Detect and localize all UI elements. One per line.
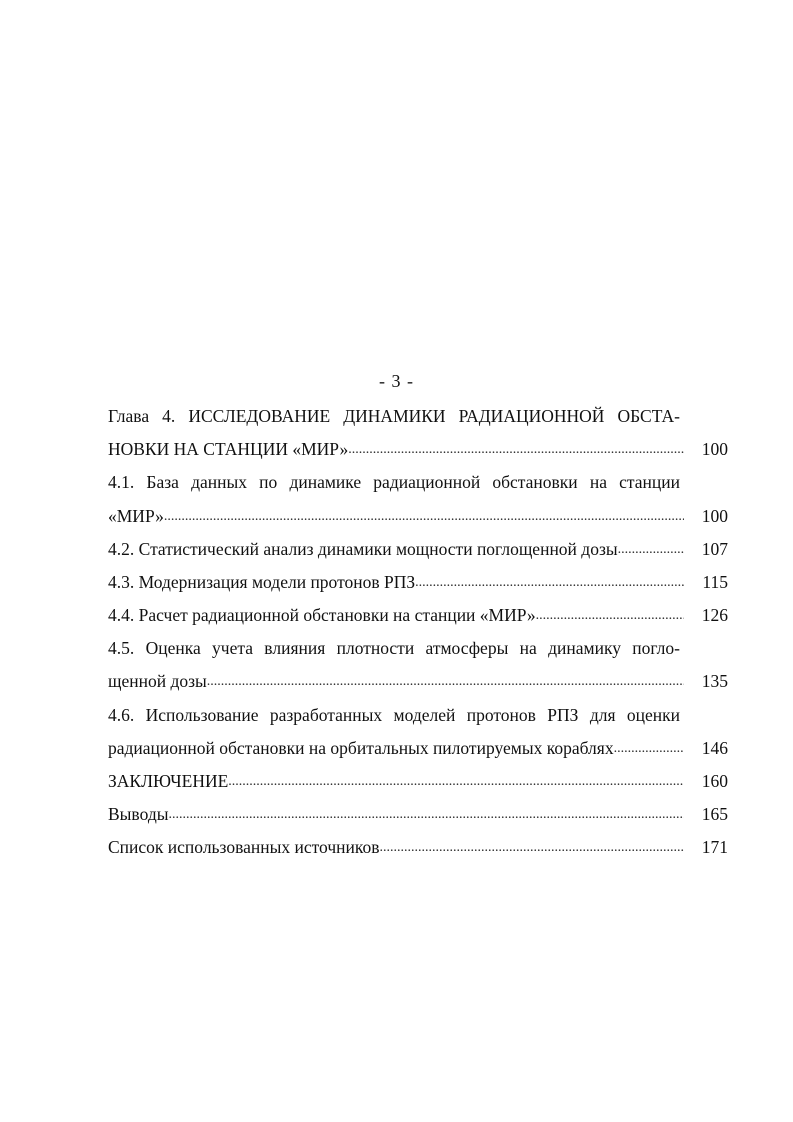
dot-leader — [380, 831, 684, 864]
dot-leader — [618, 533, 684, 566]
dot-leader — [207, 666, 684, 699]
dot-leader — [228, 765, 684, 798]
toc-entry-text: Глава 4. ИССЛЕДОВАНИЕ ДИНАМИКИ РАДИАЦИОННОЙ ОБСТА- — [108, 405, 680, 426]
dot-leader — [168, 798, 684, 831]
toc-entry-text: 4.6. Использование разработанных моделей протонов РПЗ для оценки — [108, 704, 680, 725]
toc-page-number: 171 — [701, 837, 728, 858]
toc-entry-4-3 — [108, 566, 728, 599]
toc-page-number: 126 — [701, 605, 728, 626]
dot-leader — [536, 599, 684, 632]
toc-page-number: 165 — [701, 804, 728, 825]
toc-entry-text: 4.4. Расчет радиационной обстановки на станции «МИР» — [108, 605, 536, 626]
toc-entry-4-2 — [108, 533, 728, 566]
toc-page-number: 146 — [701, 737, 728, 758]
toc-entry-4-6-line-2 — [108, 732, 728, 765]
toc-entry-text: 4.1. База данных по динамике радиационной обстановки на станции — [108, 472, 680, 493]
toc-entry-findings — [108, 798, 728, 831]
toc-entry-conclusion — [108, 765, 728, 798]
toc-entry-text: ЗАКЛЮЧЕНИЕ — [108, 771, 229, 792]
table-of-contents — [108, 400, 728, 865]
dot-leader — [164, 500, 684, 533]
dot-leader — [415, 566, 684, 599]
toc-page-number: 115 — [702, 571, 728, 592]
toc-entry-4-5-line-1 — [108, 632, 728, 665]
toc-entry-4-4 — [108, 599, 728, 632]
toc-page-number: 135 — [701, 671, 728, 692]
dot-leader — [348, 433, 684, 466]
toc-entry-text: щенной дозы — [108, 671, 207, 692]
toc-entry-4-5-line-2 — [108, 666, 728, 699]
toc-entry-4-1-line-2 — [108, 500, 728, 533]
toc-entry-text: 4.2. Статистический анализ динамики мощности поглощенной дозы — [108, 538, 618, 559]
toc-page-number: 107 — [701, 538, 728, 559]
toc-page-number: 100 — [701, 439, 728, 460]
toc-entry-text: 4.3. Модернизация модели протонов РПЗ — [108, 571, 416, 592]
toc-entry-references — [108, 831, 728, 864]
toc-entry-text: «МИР» — [108, 505, 164, 526]
toc-entry-text: Выводы — [108, 804, 169, 825]
toc-entry-4-1-line-1 — [108, 466, 728, 499]
toc-entry-chapter-4-line-2 — [108, 433, 728, 466]
toc-page-number: 160 — [701, 771, 728, 792]
toc-entry-text: радиационной обстановки на орбитальных пилотируемых кораблях — [108, 737, 614, 758]
toc-entry-4-6-line-1 — [108, 699, 728, 732]
toc-page-number: 100 — [701, 505, 728, 526]
toc-entry-text: Список использованных источников — [108, 837, 380, 858]
toc-entry-text: 4.5. Оценка учета влияния плотности атмосферы на динамику погло- — [108, 638, 680, 659]
toc-entry-text: НОВКИ НА СТАНЦИИ «МИР» — [108, 439, 349, 460]
dot-leader — [614, 732, 684, 765]
page-number: - 3 - — [379, 371, 414, 391]
toc-entry-chapter-4-line-1 — [108, 400, 728, 433]
